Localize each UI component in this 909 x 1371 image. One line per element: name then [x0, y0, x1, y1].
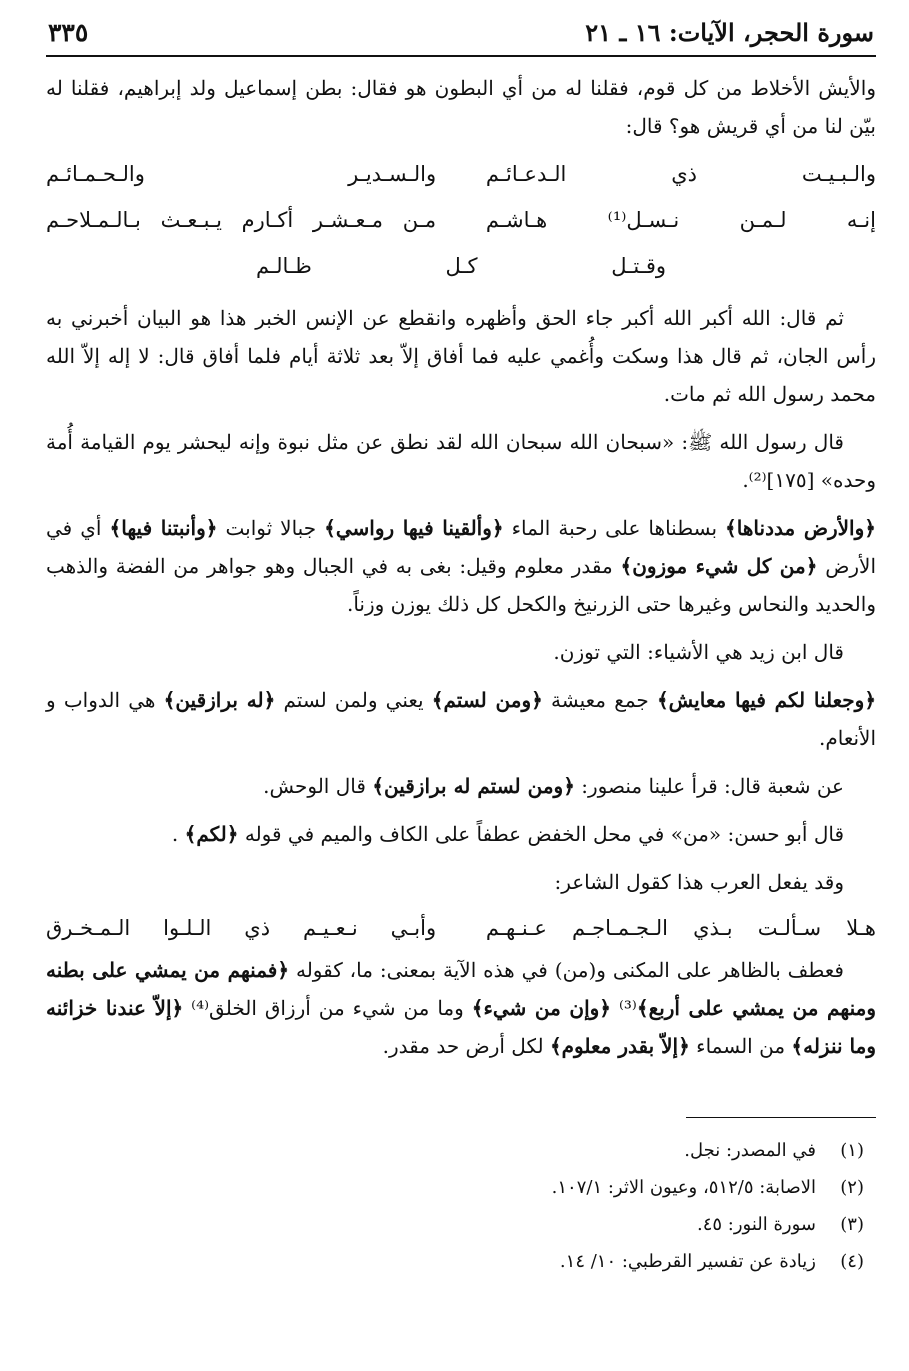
poem-verse	[46, 151, 876, 197]
quran-quote: ﴿ومن لستم﴾	[431, 688, 543, 712]
footnote	[46, 1132, 876, 1169]
poem-verse	[46, 197, 876, 243]
quran-quote: ﴿وإن من شيء﴾	[471, 996, 612, 1020]
text-run: أي في الأرض	[46, 516, 876, 578]
text-run: قال أبو حسن: «من» في محل الخفض عطفاً على الكاف والميم في قوله	[238, 822, 844, 846]
footnote-text: سورة النور: ٤٥.	[697, 1214, 816, 1235]
book-page	[46, 18, 876, 1280]
verse-hemistich: إنـه لـمـن نـسـل⁽¹⁾ هـاشـم	[485, 208, 876, 232]
footnote-text: الاصابة: ٥١٢/٥، وعيون الاثر: ١٠٧/١.	[551, 1177, 816, 1198]
page-header	[46, 18, 876, 57]
quran-quote: ﴿والأرض مددناها﴾	[725, 516, 876, 540]
text-run: وما من شيء من أرزاق الخلق⁽⁴⁾	[183, 996, 472, 1020]
paragraph	[46, 951, 876, 1065]
quran-quote: ﴿لكم﴾	[184, 822, 239, 846]
paragraph	[46, 681, 876, 757]
verse-hemistich: وأبـي نـعـيـم ذي الـلـوا الـمـخـرق	[46, 916, 437, 940]
paragraph	[46, 815, 876, 853]
text-run: من السماء	[689, 1034, 792, 1058]
paragraph: ثم قال: الله أكبر الله أكبر جاء الحق وأظهره وانقطع عن الإنس الخبر هذا هو البيان أخبرني به رأس الجان، ثم قال هذا وسكت وأُغمي عليه فما أفاق إلاّ بعد ثلاثة أيام فلما أفاق قال: لا إله إلاّ الله محمد رسول الله ثم مات.	[46, 306, 876, 406]
quran-quote: ﴿إلاّ بقدر معلوم﴾	[549, 1034, 690, 1058]
footnote-number: (٣)	[840, 1214, 864, 1235]
paragraph: قال ابن زيد هي الأشياء: التي توزن.	[553, 640, 844, 664]
quran-quote: ﴿وأنبتنا فيها﴾	[109, 516, 218, 540]
paragraph: والأيش الأخلاط من كل قوم، فقلنا له من أي البطون هو فقال: بطن إسماعيل ولد إبراهيم، فقلنا له بيّن لنا من أي قريش هو؟ قال:	[46, 76, 876, 138]
footnote	[46, 1169, 876, 1206]
text-run: عن شعبة قال: قرأ علينا منصور:	[574, 774, 844, 798]
text-run: قال الوحش.	[263, 774, 373, 798]
verse-hemistich: والـبـيـت ذي الـدعـائـم	[485, 162, 876, 186]
footnote	[46, 1206, 876, 1243]
text-run: بسطناها على رحبة الماء	[503, 516, 726, 540]
text-run: جبالا ثوابت	[217, 516, 325, 540]
quran-quote: ﴿من كل شيء موزون﴾	[620, 554, 818, 578]
page-title: سورة الحجر، الآيات: ١٦ ـ ٢١	[585, 18, 874, 47]
quran-quote: ﴿له برازقين﴾	[163, 688, 276, 712]
quran-quote: ﴿وجعلنا لكم فيها معايش﴾	[656, 688, 877, 712]
quran-quote: ﴿إلاّ عندنا خزائنه وما ننزله﴾	[46, 996, 876, 1058]
footnote-text: في المصدر: نجل.	[684, 1140, 816, 1161]
page-number: ٣٣٥	[48, 18, 89, 47]
verse-hemistich: والـسـديـر والـحـمـائـم	[46, 162, 437, 186]
poem-verse	[46, 243, 876, 289]
verse-hemistich: هـلا سـألـت بـذي الـجـمـاجـم عـنـهـم	[485, 916, 876, 940]
quran-quote: ﴿ومن لستم له برازقين﴾	[372, 774, 575, 798]
footnote-ref: ⁽³⁾	[611, 996, 637, 1020]
text-run: فعطف بالظاهر على المكنى و(من) في هذه الآية بمعنى: ما، كقوله	[289, 958, 844, 982]
verse-hemistich: وقـتـل كـل ظـالـم	[256, 254, 666, 278]
paragraph	[46, 767, 876, 805]
paragraph	[46, 509, 876, 623]
footnote-number: (٤)	[840, 1251, 864, 1272]
text-run: جمع معيشة	[542, 688, 657, 712]
footnote-number: (٢)	[840, 1177, 864, 1198]
paragraph: وقد يفعل العرب هذا كقول الشاعر:	[554, 870, 844, 894]
verse-hemistich: مـن مـعـشـر أكـارم يـبـعـث بـالـمـلاحـم	[46, 208, 437, 232]
text-run: هي الدواب و الأنعام.	[46, 688, 876, 750]
quran-quote: ﴿فمنهم من يمشي على بطنه ومنهم من يمشي على أربع﴾	[46, 958, 876, 1020]
paragraph: قال رسول الله ﷺ: «سبحان الله سبحان الله لقد نطق عن مثل نبوة وإنه ليحشر يوم القيامة أُمة وحده» [١٧٥]⁽²⁾.	[46, 430, 876, 492]
text-run: يعني ولمن لستم	[275, 688, 432, 712]
footnote-text: زيادة عن تفسير القرطبي: ١٠/ ١٤.	[559, 1251, 816, 1272]
text-run: .	[171, 822, 185, 846]
footnotes	[46, 1132, 876, 1280]
text-run: لكل أرض حد مقدر.	[382, 1034, 550, 1058]
footnote-number: (١)	[840, 1140, 864, 1161]
text-run: مقدر معلوم وقيل: بغى به في الجبال وهو جواهر من الفضة والذهب والحديد والنحاس وغيرها حتى الزرنيخ والكحل كل ذلك يوزن وزناً.	[46, 554, 876, 616]
quran-quote: ﴿وألقينا فيها رواسي﴾	[324, 516, 504, 540]
footnote	[46, 1243, 876, 1280]
footnote-divider	[686, 1117, 876, 1118]
poem-verse	[46, 905, 876, 951]
